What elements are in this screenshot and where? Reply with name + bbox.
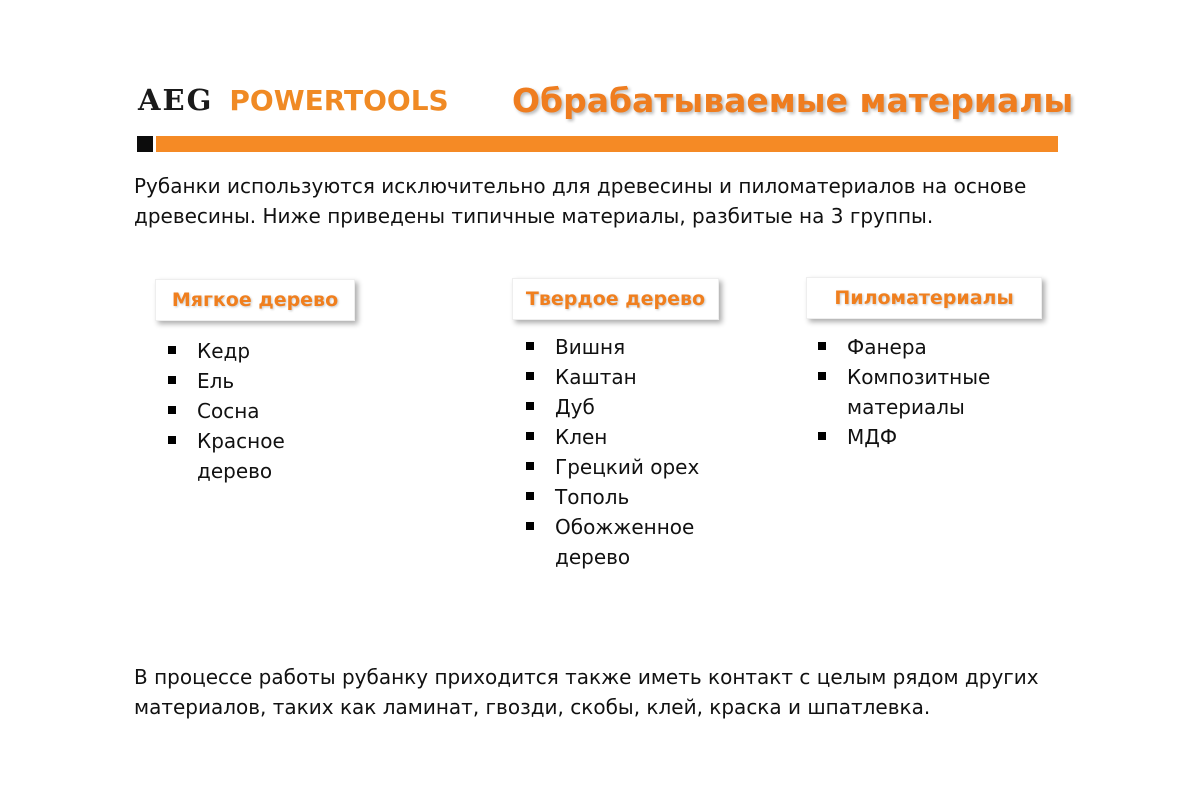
intro-text: Рубанки используются исключительно для древесины и пиломатериалов на основе древесины. Ниже приведены типичные материалы, разбитые на 3 группы. (134, 174, 1027, 228)
list-item: Тополь (525, 482, 705, 512)
group-header-hardwood: Твердое дерево (512, 278, 719, 320)
list-item: Клен (525, 422, 705, 452)
outro-text: В процессе работы рубанку приходится также иметь контакт с целым рядом других материалов, таких как ламинат, гвозди, скобы, клей, краска и шпатлевка. (134, 665, 1039, 719)
logo-product: POWERTOOLS (229, 83, 449, 117)
list-item: Красное дерево (167, 426, 337, 486)
page-title: Обрабатываемые материалы (512, 81, 1074, 120)
list-item: Вишня (525, 332, 705, 362)
list-item: Фанера (817, 332, 1017, 362)
group-header-softwood: Мягкое дерево (155, 279, 355, 321)
rule-block (137, 136, 153, 152)
group-header-lumber: Пиломатериалы (806, 277, 1042, 319)
list-item: Дуб (525, 392, 705, 422)
list-lumber (817, 332, 1017, 452)
list-item: Сосна (167, 396, 337, 426)
list-hardwood (525, 332, 705, 572)
list-item: Ель (167, 366, 337, 396)
list-item: Композитные материалы (817, 362, 1017, 422)
list-item: Грецкий орех (525, 452, 705, 482)
list-item: МДФ (817, 422, 1017, 452)
header-rule (156, 136, 1058, 152)
list-item: Обожженное дерево (525, 512, 705, 572)
brand-logo (138, 80, 449, 120)
list-item: Каштан (525, 362, 705, 392)
logo-brand: AEG (138, 83, 214, 117)
list-softwood (167, 336, 337, 486)
list-item: Кедр (167, 336, 337, 366)
